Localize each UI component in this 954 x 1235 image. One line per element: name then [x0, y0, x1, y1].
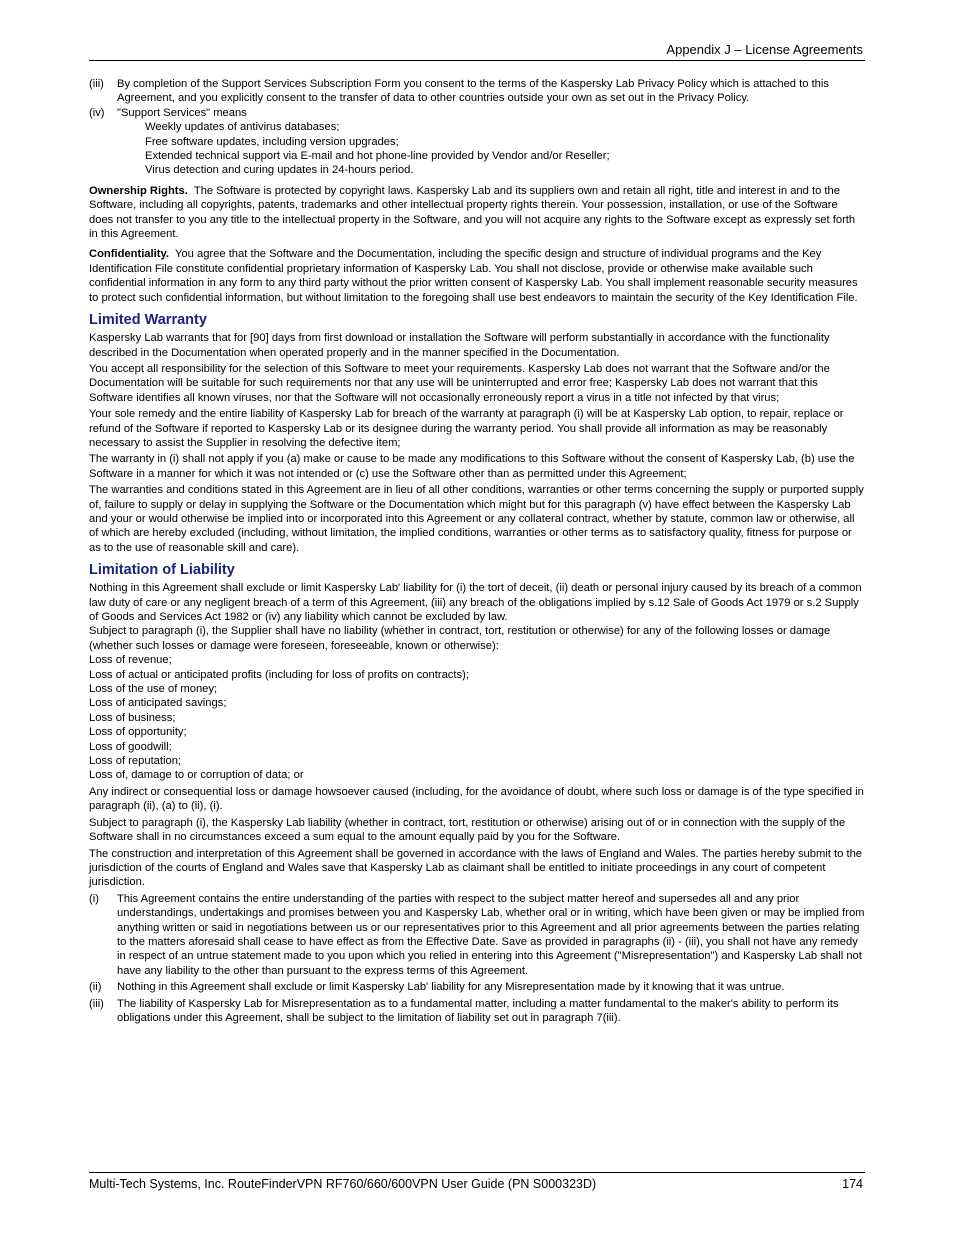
list-item: Loss of revenue;: [89, 654, 172, 667]
item-marker: (i): [89, 892, 99, 905]
list-item: Loss of goodwill;: [89, 740, 172, 753]
ownership-paragraph: [89, 184, 865, 242]
list-item: Loss of anticipated savings;: [89, 697, 227, 710]
warranty-paragraph: The warranty in (i) shall not apply if you (a) make or cause to be made any modifications to this Software without the consent of Kaspersky Lab, (b) use the Software in a manner for which it was not intended or (c) use the Software other than as permitted under this Agreement;: [89, 453, 855, 480]
page-body: [89, 77, 865, 1025]
item-text: The liability of Kaspersky Lab for Misrepresentation as to a fundamental matter, including a matter fundamental to the maker's ability to perform its obligations under this Agreement, shall be subject to the limitation of liability set out in paragraph 7(iii).: [117, 997, 839, 1024]
liability-paragraph: Nothing in this Agreement shall exclude or limit Kaspersky Lab' liability for (i) the tort of deceit, (ii) death or personal injury caused by its breach of a common law duty of care or any negligent breach of a term of this Agreement, (iii) any breach of the obligations implied by s.12 Sale of Goods Act 1979 or s.2 Supply of Goods and Services Act 1982 or (iv) any liability which cannot be excluded by law.: [89, 582, 862, 623]
support-item: [89, 106, 865, 120]
confidentiality-paragraph: [89, 247, 865, 305]
list-item: Loss of business;: [89, 711, 176, 724]
list-item: Loss of opportunity;: [89, 726, 187, 739]
list-item: Loss of, damage to or corruption of data; or: [89, 769, 304, 782]
confidentiality-text: You agree that the Software and the Documentation, including the specific design and structure of individual programs and the Key Identification File constitute confidential proprietary information of Kaspersky Lab. You shall not disclose, provide or otherwise make available such confidential information in any form to any third party without the prior written consent of Kaspersky Lab. You shall implement reasonable security measures to protect such confidential information, but without limitation to the foregoing shall use best endeavors to maintain the security of the Key Identification File.: [89, 248, 858, 304]
header-title: Appendix J – License Agreements: [666, 42, 863, 57]
losses-list: [89, 653, 865, 783]
list-item: Free software updates, including version upgrades;: [145, 135, 399, 148]
item-marker: (ii): [89, 981, 102, 994]
liability-paragraph: Subject to paragraph (i), the Supplier shall have no liability (whether in contract, tort, restitution or otherwise) for any of the following losses or damage (whether such losses or damage were foreseen, foreseeable, known or otherwise):: [89, 625, 831, 652]
item-text: This Agreement contains the entire understanding of the parties with respect to the subject matter hereof and supersedes all and any prior understandings, undertakings and promises between you and Kaspersky Lab, whether oral or in writing, which have been given or may be implied from anything written or said in negotiations between us or our representatives prior to this Agreement and all prior agreements between the parties relating to the matters aforesaid shall cease to have effect as from the Effective Date. Save as provided in paragraphs (ii) - (iii), you shall not have any remedy in respect of an untrue statement made to you upon which you relied in entering into this Agreement ("Misrepresentation") and Kaspersky Lab shall not have any liability to the other than pursuant to the express terms of this Agreement.: [117, 892, 865, 977]
ownership-label: Ownership Rights.: [89, 184, 188, 197]
warranty-paragraph: The warranties and conditions stated in this Agreement are in lieu of all other conditions, warranties or other terms concerning the supply or purported supply of, failure to supply or delay in supplying the Software or the Documentation which might but for this paragraph (v) have effect between the Kaspersky Lab and your or would otherwise be implied into or incorporated into this Agreement or any collateral contract, whether by statute, common law or otherwise, all of which are hereby excluded (including, without limitation, the implied conditions, warranties or other terms as to satisfactory quality, fitness for purpose or as to the use of reasonable skill and care).: [89, 484, 864, 554]
section-heading-limited-warranty: Limited Warranty: [89, 312, 207, 329]
list-item: Virus detection and curing updates in 24-hours period.: [145, 164, 414, 177]
liability-paragraph: Any indirect or consequential loss or damage howsoever caused (including, for the avoidance of doubt, where such loss or damage is of the type specified in paragraph (ii), (a) to (ii), (i).: [89, 785, 864, 813]
ownership-text: The Software is protected by copyright laws. Kaspersky Lab and its suppliers own and retain all right, title and interest in and to the Software, including all copyrights, patents, trademarks and other intellectual property rights therein. Your possession, installation, or use of the Software does not transfer to you any title to the intellectual property in the Software, and you will not acquire any rights to the Software except as expressly set forth in this Agreement.: [89, 184, 856, 241]
item-text: "Support Services" means: [117, 106, 247, 119]
page-number: 174: [842, 1177, 863, 1191]
confidentiality-label: Confidentiality.: [89, 248, 169, 261]
liability-paragraph: Subject to paragraph (i), the Kaspersky Lab liability (whether in contract, tort, restitution or otherwise) arising out of or in connection with the supply of the Software shall in no circumstances exceed a sum equal to the amount equally paid by you for the Software.: [89, 816, 846, 844]
warranty-paragraph: You accept all responsibility for the selection of this Software to meet your requirements. Kaspersky Lab does not warrant that the Software and/or the Documentation will be suitable for such requirements nor that any use will be uninterrupted and error free; Kaspersky Lab does not warrant that this Software identifies all known viruses, nor that the Software will not occasionally erroneously report a virus in a title not infected by that virus;: [89, 362, 830, 404]
item-marker: (iv): [89, 106, 105, 119]
item-marker: (iii): [89, 78, 104, 90]
liability-item: [89, 892, 865, 978]
liability-item: [89, 997, 865, 1026]
page-header: [89, 42, 865, 61]
liability-item: [89, 980, 865, 994]
section-heading-limitation-of-liability: Limitation of Liability: [89, 562, 235, 579]
list-item: Extended technical support via E-mail and hot phone-line provided by Vendor and/or Reseller;: [145, 150, 610, 163]
warranty-paragraph: Kaspersky Lab warrants that for [90] days from first download or installation the Software will perform substantially in accordance with the functionality described in the Documentation when operated properly and in the manner specified in the Documentation.: [89, 332, 830, 359]
item-marker: (iii): [89, 997, 104, 1010]
page-footer: [89, 1172, 865, 1191]
footer-title: Multi-Tech Systems, Inc. RouteFinderVPN RF760/660/600VPN User Guide (PN S000323D): [89, 1177, 597, 1191]
list-item: Loss of actual or anticipated profits (including for loss of profits on contracts);: [89, 668, 469, 681]
support-services-list: [89, 120, 865, 178]
liability-paragraph: The construction and interpretation of this Agreement shall be governed in accordance with the laws of England and Wales. The parties hereby submit to the jurisdiction of the courts of England and Wales save that Kaspersky Lab as claimant shall be entitled to initiate proceedings in any court of competent jurisdiction.: [89, 847, 863, 889]
list-item: Weekly updates of antivirus databases;: [145, 121, 340, 134]
item-text: Nothing in this Agreement shall exclude or limit Kaspersky Lab' liability for any Misrepresentation made by it knowing that it was untrue.: [117, 981, 785, 994]
item-text: By completion of the Support Services Subscription Form you consent to the terms of the Kaspersky Lab Privacy Policy which is attached to this Agreement, and you explicitly consent to the transfer of data to other countries outside your own as set out in the Privacy Policy.: [117, 78, 829, 105]
list-item: Loss of reputation;: [89, 755, 182, 768]
warranty-paragraph: Your sole remedy and the entire liability of Kaspersky Lab for breach of the warranty at paragraph (i) will be at Kaspersky Lab option, to repair, replace or refund of the Software if reported to Kaspersky Lab or its designee during the warranty period. You shall provide all information as may be reasonably necessary to assist the Supplier in resolving the defective item;: [89, 408, 844, 449]
support-item: [89, 77, 865, 106]
list-item: Loss of the use of money;: [89, 683, 218, 696]
